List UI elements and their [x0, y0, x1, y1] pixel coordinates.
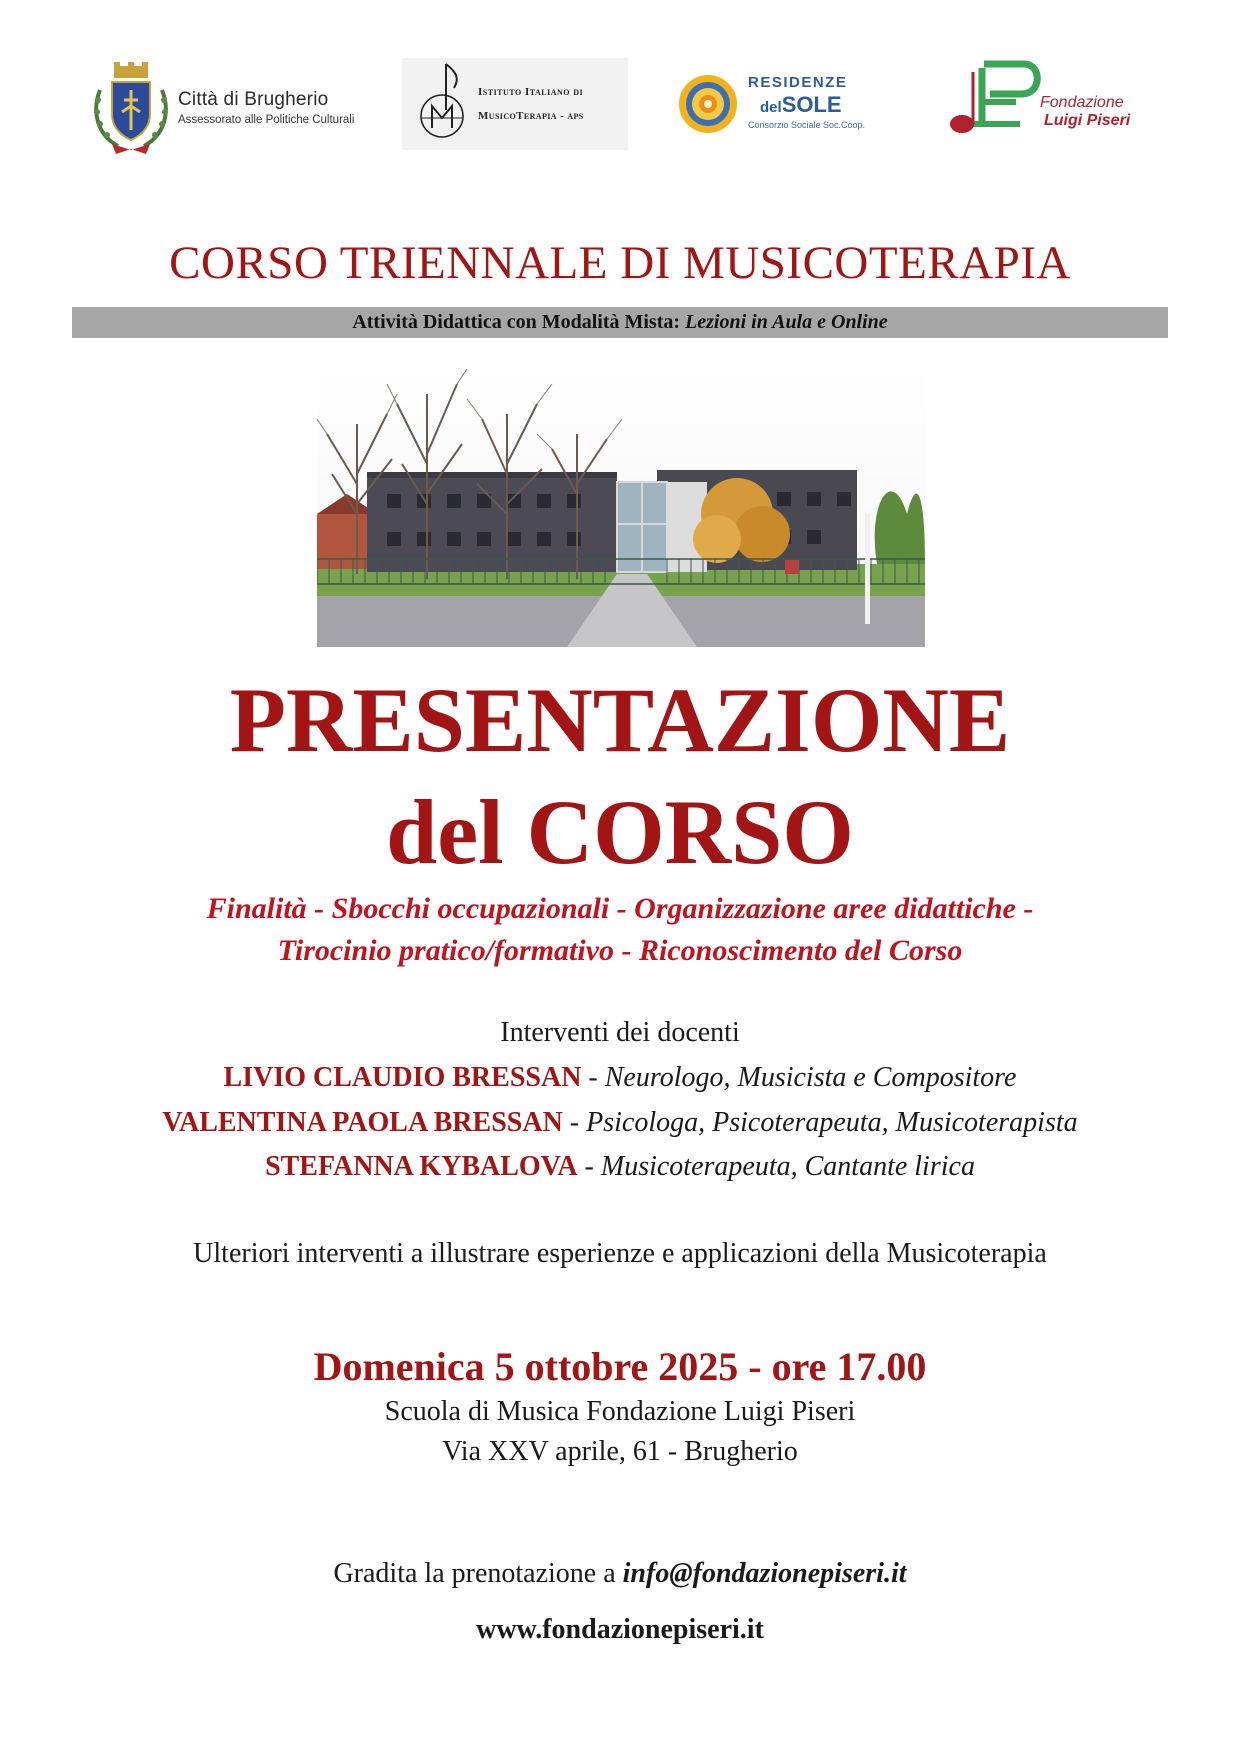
speaker-separator: -: [581, 1062, 605, 1093]
building-photo: [317, 364, 925, 647]
istituto-line1: Istituto Italiano di: [478, 86, 584, 98]
mode-bar: [72, 307, 1168, 338]
logo-citta-di-brugherio: [88, 56, 378, 156]
speaker-role: Musicoterapeuta, Cantante lirica: [600, 1151, 975, 1182]
speaker-separator: -: [577, 1151, 601, 1182]
speaker-name: VALENTINA PAOLA BRESSAN: [162, 1107, 563, 1138]
course-title: CORSO TRIENNALE DI MUSICOTERAPIA: [169, 237, 1071, 289]
speaker-role: Neurologo, Musicista e Compositore: [604, 1062, 1017, 1093]
speaker-row: [0, 1107, 1240, 1139]
speaker-row: [0, 1062, 1240, 1094]
residenze-line2: [760, 92, 842, 118]
event-address: Via XXV aprile, 61 - Brugherio: [442, 1436, 798, 1467]
brugherio-subtitle: Assessorato alle Politiche Culturali: [178, 114, 355, 126]
piseri-monogram-icon: [946, 58, 1046, 138]
headline-line1: PRESENTAZIONE: [229, 669, 1011, 771]
logo-fondazione-luigi-piseri: [946, 56, 1146, 156]
sun-icon: [676, 72, 740, 136]
booking: [0, 1558, 1240, 1590]
residenze-del: del: [760, 99, 782, 116]
website-link[interactable]: www.fondazionepiseri.it: [476, 1614, 764, 1645]
logos-row: [0, 56, 1240, 156]
topics: [0, 888, 1240, 972]
topics-line2: Tirocinio pratico/formativo - Riconoscimento del Corso: [277, 934, 963, 967]
speakers-intro: Interventi dei docenti: [500, 1017, 740, 1048]
school-building-image: [317, 364, 925, 647]
mode-italic: Lezioni in Aula e Online: [685, 311, 888, 333]
event-venue: Scuola di Musica Fondazione Luigi Piseri: [384, 1396, 856, 1427]
booking-prefix: Gradita la prenotazione a: [333, 1558, 623, 1589]
residenze-line3: Consorzio Sociale Soc.Coop.: [748, 120, 866, 130]
music-note-icon: [408, 58, 478, 150]
istituto-line2: MusicoTerapia - aps: [478, 110, 584, 122]
further-talks: Ulteriori interventi a illustrare esperienze e applicazioni della Musicoterapia: [193, 1238, 1047, 1269]
residenze-line1: RESIDENZE: [748, 74, 848, 91]
topics-line1: Finalità - Sbocchi occupazionali - Organizzazione aree didattiche -: [206, 892, 1034, 925]
booking-email-link[interactable]: info@fondazionepiseri.it: [622, 1558, 907, 1589]
coat-of-arms-icon: [88, 60, 174, 156]
piseri-line2: Luigi Piseri: [1044, 112, 1131, 129]
piseri-line1: Fondazione: [1040, 94, 1124, 111]
speaker-role: Psicologa, Psicoterapeuta, Musicoterapista: [586, 1107, 1078, 1138]
speaker-separator: -: [562, 1107, 587, 1138]
event-date: Domenica 5 ottobre 2025 - ore 17.00: [313, 1344, 927, 1389]
headline-line2: del CORSO: [386, 781, 854, 883]
mode-prefix: Attività Didattica con Modalità Mista:: [352, 311, 686, 333]
speaker-name: STEFANNA KYBALOVA: [265, 1151, 578, 1182]
speaker-row: [0, 1151, 1240, 1183]
logo-istituto-italiano-musicoterapia: [402, 58, 628, 150]
residenze-sole: SOLE: [781, 92, 842, 117]
logo-residenze-del-sole: [676, 56, 896, 156]
speaker-name: LIVIO CLAUDIO BRESSAN: [223, 1062, 582, 1093]
brugherio-name: Città di Brugherio: [178, 89, 329, 110]
